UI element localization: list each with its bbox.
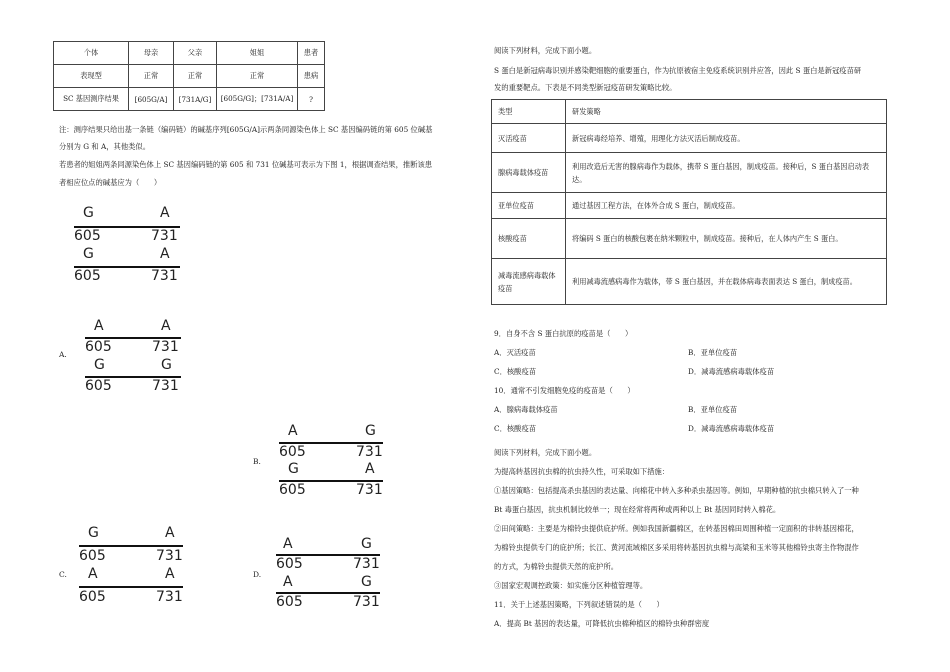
base-letter: A: [88, 566, 98, 582]
position-label: 731: [151, 268, 178, 284]
position-label: 605: [85, 378, 112, 394]
reading-intro: 阅读下列材料，完成下面小题。: [494, 448, 597, 457]
q11-option-a[interactable]: A．提高 Bt 基因的表达量，可降低抗虫棉种植区的棉铃虫种群密度: [494, 619, 710, 628]
base-letter: G: [361, 574, 372, 590]
table-row: [492, 100, 887, 124]
note-line: 注：测序结果只给出基一条链（编码链）的碱基序列[605G/A]示两条同源染色体上 SC 基因编码链的第 605 位碱基: [59, 125, 433, 134]
position-label: 731: [356, 444, 383, 460]
paragraph-line: ①基因策略：包括提高杀虫基因的表达量、向棉花中转入多种杀虫基因等。例如，早期种植的抗虫棉只转入了一种: [494, 486, 859, 495]
table-row: [54, 42, 325, 65]
table-header-cell: 类型: [492, 100, 566, 124]
position-label: 731: [156, 589, 183, 605]
base-letter: G: [161, 357, 172, 373]
table-cell: 将编码 S 蛋白的核酸包裹在纳米颗粒中，制成疫苗。接种后，在人体内产生 S 蛋白。: [566, 219, 887, 259]
option-d-label[interactable]: D.: [253, 570, 262, 579]
base-letter: A: [165, 566, 175, 582]
table-cell: 姐姐: [217, 42, 298, 65]
note-line: 分别为 G 和 A，其他类似。: [59, 142, 151, 151]
note-line: 者相应位点的碱基应为（ ）: [59, 178, 162, 187]
position-label: 731: [151, 228, 178, 244]
option-a-diagram[interactable]: [85, 319, 185, 399]
paragraph-line: S 蛋白是新冠病毒识别并感染靶细胞的重要蛋白，作为抗原被宿主免疫系统识别并应答，因此 S 蛋白是新冠疫苗研: [494, 66, 862, 75]
question-11: 11．关于上述基因策略，下列叙述错误的是（ ）: [494, 600, 664, 609]
table-row: [492, 124, 887, 153]
paragraph-line: Bt 毒蛋白基因，抗虫机制比较单一；现在经常将两种或两种以上 Bt 基因同时转入棉花。: [494, 505, 781, 514]
position-label: 605: [85, 339, 112, 355]
position-label: 731: [353, 594, 380, 610]
table-cell: 新冠病毒经培养、增殖，用理化方法灭活后制成疫苗。: [566, 124, 887, 153]
paragraph-line: 发的重要靶点。下表是不同类型新冠疫苗研发策略比较。: [494, 83, 677, 92]
table-cell: 表现型: [54, 65, 129, 88]
base-letter: A: [160, 246, 170, 262]
table-cell: 减毒流感病毒载体疫苗: [492, 259, 566, 305]
position-label: 731: [356, 482, 383, 498]
table-cell: ?: [298, 88, 325, 111]
table-cell: 母亲: [129, 42, 174, 65]
option-d-diagram[interactable]: [276, 537, 386, 617]
option-a-label[interactable]: A.: [59, 350, 67, 359]
table-cell: 腺病毒载体疫苗: [492, 153, 566, 193]
q10-option-a[interactable]: A．腺病毒载体疫苗: [494, 405, 558, 414]
table-cell: [605G/A]: [129, 88, 174, 111]
base-letter: G: [288, 461, 299, 477]
position-label: 731: [152, 339, 179, 355]
table-cell: 父亲: [174, 42, 217, 65]
table-row: [54, 88, 325, 111]
q9-option-b[interactable]: B．亚单位疫苗: [688, 348, 738, 357]
table-cell: 核酸疫苗: [492, 219, 566, 259]
option-b-diagram[interactable]: [279, 424, 389, 504]
q9-option-a[interactable]: A．灭活疫苗: [494, 348, 536, 357]
note-line: 若患者的姐姐两条同源染色体上 SC 基因编码链的第 605 和 731 位碱基可表示为下图 1，根据调查结果，推断该患: [59, 160, 433, 169]
position-label: 605: [276, 556, 303, 572]
base-letter: A: [283, 536, 293, 552]
q9-option-d[interactable]: D．减毒流感病毒载体疫苗: [688, 367, 775, 376]
table-cell: SC 基因测序结果: [54, 88, 129, 111]
base-letter: A: [94, 318, 104, 334]
position-label: 731: [156, 548, 183, 564]
table-cell: [605G/G]；[731A/A]: [217, 88, 298, 111]
table-header-cell: 研发策略: [566, 100, 887, 124]
base-letter: G: [83, 246, 94, 262]
table-cell: 正常: [174, 65, 217, 88]
base-letter: A: [288, 423, 298, 439]
position-label: 731: [152, 378, 179, 394]
table-row: [492, 193, 887, 219]
base-letter: G: [88, 525, 99, 541]
position-label: 605: [79, 589, 106, 605]
position-label: 731: [353, 556, 380, 572]
table-cell: 个体: [54, 42, 129, 65]
table-cell: 灭活疫苗: [492, 124, 566, 153]
base-letter: A: [283, 574, 293, 590]
position-label: 605: [279, 444, 306, 460]
chromosome-line: [79, 586, 183, 588]
table-row: [54, 65, 325, 88]
base-letter: G: [94, 357, 105, 373]
question-10: 10．通常不引发细胞免疫的疫苗是（ ）: [494, 386, 635, 395]
position-label: 605: [79, 548, 106, 564]
paragraph-line: 为提高转基因抗虫棉的抗虫持久性，可采取如下措施：: [494, 467, 670, 476]
paragraph-line: ③国家宏观调控政策：如实施分区种植管理等。: [494, 581, 648, 590]
table-cell: 正常: [129, 65, 174, 88]
chromosome-line: [79, 545, 183, 547]
q10-option-d[interactable]: D．减毒流感病毒载体疫苗: [688, 424, 775, 433]
reading-intro: 阅读下列材料，完成下面小题。: [494, 46, 597, 55]
q10-option-b[interactable]: B．亚单位疫苗: [688, 405, 738, 414]
table-cell: 利用改造后无害的腺病毒作为载体，携带 S 蛋白基因，制成疫苗。接种后，S 蛋白基因启动表达。: [566, 153, 887, 193]
table-row: [492, 219, 887, 259]
vaccine-strategy-table: [491, 99, 887, 305]
q10-option-c[interactable]: C．核酸疫苗: [494, 424, 537, 433]
base-letter: A: [365, 461, 375, 477]
figure-1-diagram: [74, 206, 184, 286]
table-cell: [731A/G]: [174, 88, 217, 111]
base-letter: A: [161, 318, 171, 334]
position-label: 605: [74, 268, 101, 284]
table-row: [492, 153, 887, 193]
position-label: 605: [279, 482, 306, 498]
table-cell: 利用减毒流感病毒作为载体，带 S 蛋白基因，并在载体病毒表面表达 S 蛋白，制成疫苗。: [566, 259, 887, 305]
paragraph-line: 为棉铃虫提供专门的庇护所；长江、黄河流域棉区多采用将转基因抗虫棉与高粱和玉米等其他棉铃虫寄主作物混作: [494, 543, 859, 552]
paragraph-line: ②田间策略：主要是为棉铃虫提供庇护所。例如我国新疆棉区，在转基因棉田周围种植一定面积的非转基因棉花，: [494, 524, 859, 533]
table-cell: 患病: [298, 65, 325, 88]
paragraph-line: 的方式，为棉铃虫提供天然的庇护所。: [494, 562, 619, 571]
option-b-label[interactable]: B.: [253, 457, 261, 466]
table-row: [492, 259, 887, 305]
option-c-label[interactable]: C.: [59, 570, 67, 579]
option-c-diagram[interactable]: [79, 526, 189, 610]
base-letter: G: [365, 423, 376, 439]
table-cell: 正常: [217, 65, 298, 88]
table-cell: 患者: [298, 42, 325, 65]
table-cell: 亚单位疫苗: [492, 193, 566, 219]
base-letter: G: [361, 536, 372, 552]
base-letter: A: [160, 205, 170, 221]
family-sequencing-table: [53, 41, 325, 111]
position-label: 605: [74, 228, 101, 244]
base-letter: A: [165, 525, 175, 541]
question-9: 9．自身不含 S 蛋白抗原的疫苗是（ ）: [494, 329, 633, 338]
base-letter: G: [83, 205, 94, 221]
table-cell: 通过基因工程方法，在体外合成 S 蛋白，制成疫苗。: [566, 193, 887, 219]
q9-option-c[interactable]: C．核酸疫苗: [494, 367, 537, 376]
position-label: 605: [276, 594, 303, 610]
